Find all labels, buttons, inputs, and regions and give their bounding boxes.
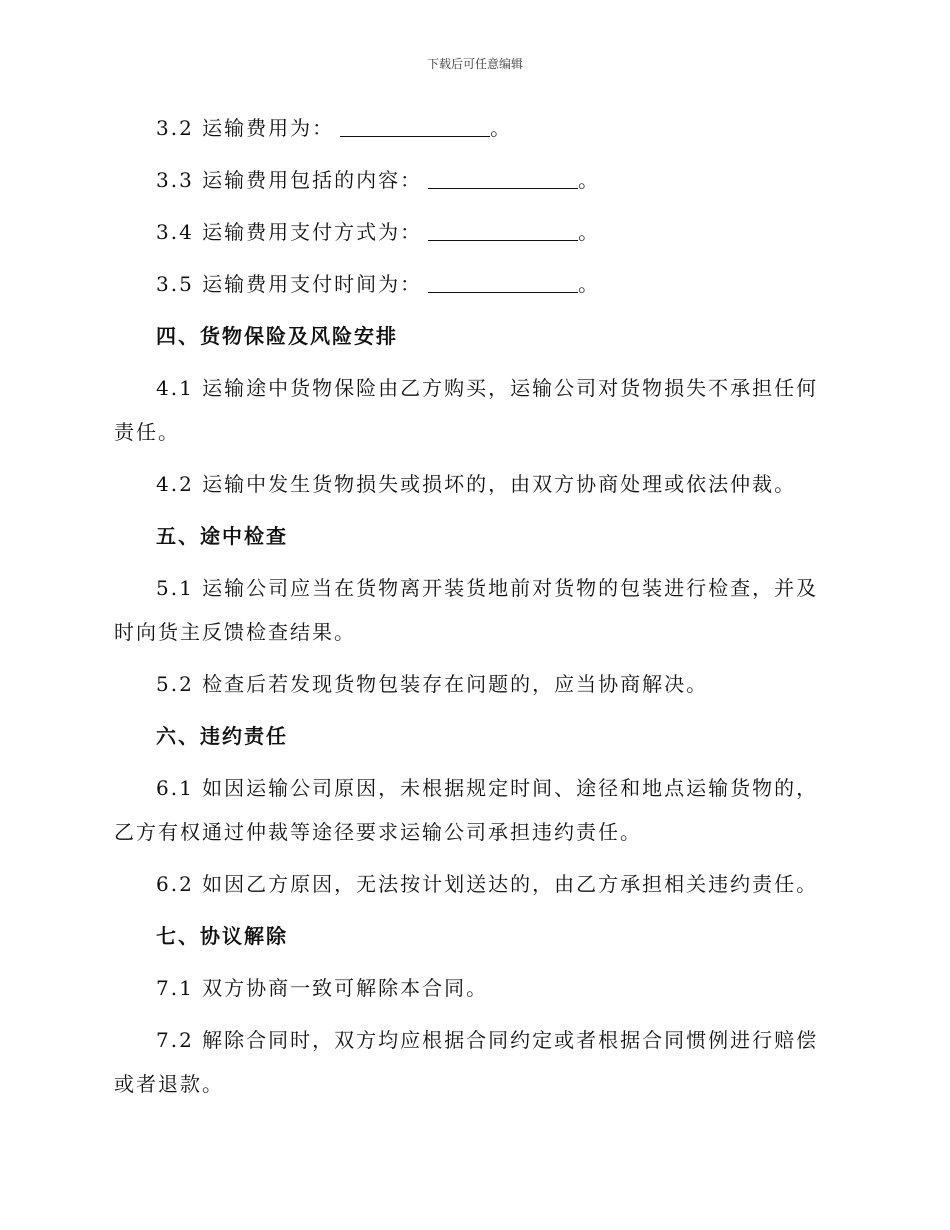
- fee-item-3-5: [114, 262, 839, 306]
- fee-item-end: 。: [578, 272, 601, 296]
- fee-item-label: 3.2 运输费用为：: [156, 116, 335, 140]
- clause-6-2: 6.2 如因乙方原因，无法按计划送达的，由乙方承担相关违约责任。: [156, 872, 819, 896]
- document-body: [114, 106, 839, 1114]
- fee-item-3-4: [114, 210, 839, 254]
- fill-in-blank[interactable]: [340, 116, 490, 137]
- fill-in-blank[interactable]: [428, 272, 578, 293]
- fill-in-blank[interactable]: [428, 220, 578, 241]
- clause-5-2: 5.2 检查后若发现货物包装存在问题的，应当协商解决。: [156, 672, 709, 696]
- fee-item-3-3: [114, 158, 839, 202]
- clause-4-1: 4.1 运输途中货物保险由乙方购买，运输公司对货物损失不承担任何责任。: [114, 376, 819, 444]
- section-heading-inspection: 五、途中检查: [156, 524, 288, 548]
- fee-item-label: 3.5 运输费用支付时间为：: [156, 272, 423, 296]
- fee-item-3-2: [114, 106, 839, 150]
- clause-7-1: 7.1 双方协商一致可解除本合同。: [156, 976, 489, 1000]
- section-heading-termination: 七、协议解除: [156, 924, 288, 948]
- fee-item-end: 。: [578, 168, 601, 192]
- section-heading-insurance: 四、货物保险及风险安排: [156, 324, 398, 348]
- clause-4-2: 4.2 运输中发生货物损失或损坏的，由双方协商处理或依法仲裁。: [156, 472, 797, 496]
- clause-5-1: 5.1 运输公司应当在货物离开装货地前对货物的包装进行检查，并及时向货主反馈检查结果。: [114, 576, 819, 644]
- fee-item-label: 3.3 运输费用包括的内容：: [156, 168, 423, 192]
- fill-in-blank[interactable]: [428, 168, 578, 189]
- fee-item-label: 3.4 运输费用支付方式为：: [156, 220, 423, 244]
- clause-6-1: 6.1 如因运输公司原因，未根据规定时间、途径和地点运输货物的，乙方有权通过仲裁等途径要求运输公司承担违约责任。: [114, 776, 819, 844]
- fee-item-end: 。: [490, 116, 513, 140]
- section-heading-liability: 六、违约责任: [156, 724, 288, 748]
- clause-7-2: 7.2 解除合同时，双方均应根据合同约定或者根据合同惯例进行赔偿或者退款。: [114, 1028, 819, 1096]
- page-header: 下载后可任意编辑: [426, 57, 523, 71]
- fee-item-end: 。: [578, 220, 601, 244]
